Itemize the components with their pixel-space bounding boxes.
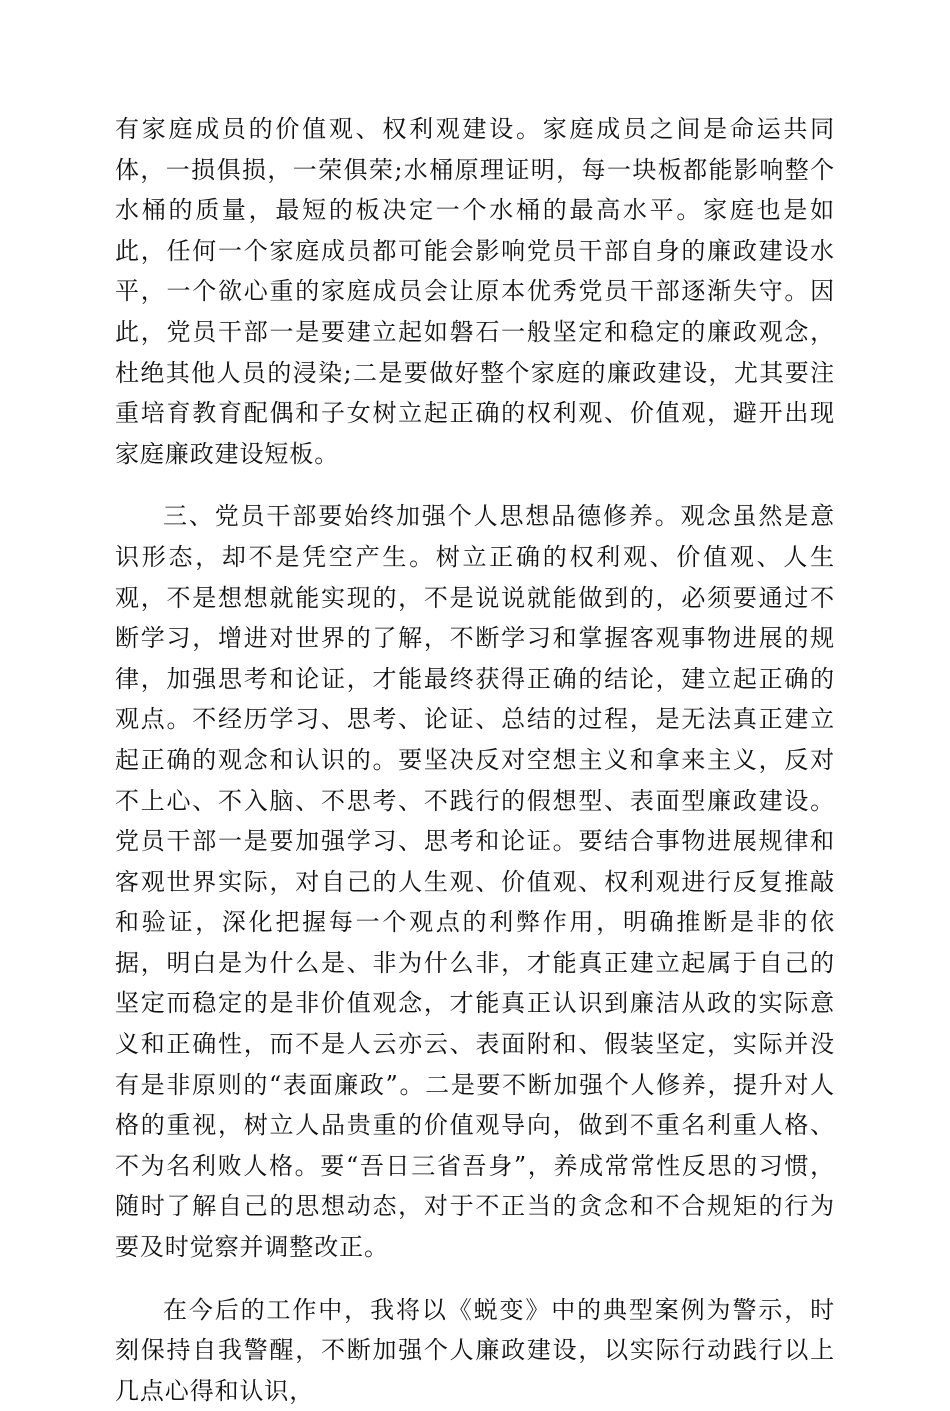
paragraph-future-work: 在今后的工作中，我将以《蜕变》中的典型案例为警示，时刻保持自我警醒，不断加强个人廉政建设，以实际行动践行以上几点心得和认识，	[115, 1295, 835, 1405]
document-body	[115, 109, 835, 1411]
paragraph-personal-moral-cultivation: 三、党员干部要始终加强个人思想品德修养。观念虽然是意识形态，却不是凭空产生。树立正确的权利观、价值观、人生观，不是想想就能实现的，不是说说就能做到的，必须要通过不断学习，增进对世界的了解，不断学习和掌握客观事物进展的规律，加强思考和论证，才能最终获得正确的结论，建立起正确的观点。不经历学习、思考、论证、总结的过程，是无法真正建立起正确的观念和认识的。要坚决反对空想主义和拿来主义，反对不上心、不入脑、不思考、不践行的假想型、表面型廉政建设。党员干部一是要加强学习、思考和论证。要结合事物进展规律和客观世界实际，对自己的人生观、价值观、权利观进行反复推敲和验证，深化把握每一个观点的利弊作用，明确推断是非的依据，明白是为什么是、非为什么非，才能真正建立起属于自己的坚定而稳定的是非价值观念，才能真正认识到廉洁从政的实际意义和正确性，而不是人云亦云、表面附和、假装坚定，实际并没有是非原则的“表面廉政”。二是要不断加强个人修养，提升对人格的重视，树立人品贵重的价值观导向，做到不重名利重人格、不为名利败人格。要“吾日三省吾身”，养成常常性反思的习惯，随时了解自己的思想动态，对于不正当的贪念和不合规矩的行为要及时觉察并调整改正。	[115, 502, 835, 1262]
paragraph-family-integrity: 有家庭成员的价值观、权利观建设。家庭成员之间是命运共同体，一损俱损，一荣俱荣;水桶原理证明，每一块板都能影响整个水桶的质量，最短的板决定一个水桶的最高水平。家庭也是如此，任何一个家庭成员都可能会影响党员干部自身的廉政建设水平，一个欲心重的家庭成员会让原本优秀党员干部逐渐失守。因此，党员干部一是要建立起如磐石一般坚定和稳定的廉政观念，杜绝其他人员的浸染;二是要做好整个家庭的廉政建设，尤其要注重培育教育配偶和子女树立起正确的权利观、价值观，避开出现家庭廉政建设短板。	[115, 115, 835, 468]
